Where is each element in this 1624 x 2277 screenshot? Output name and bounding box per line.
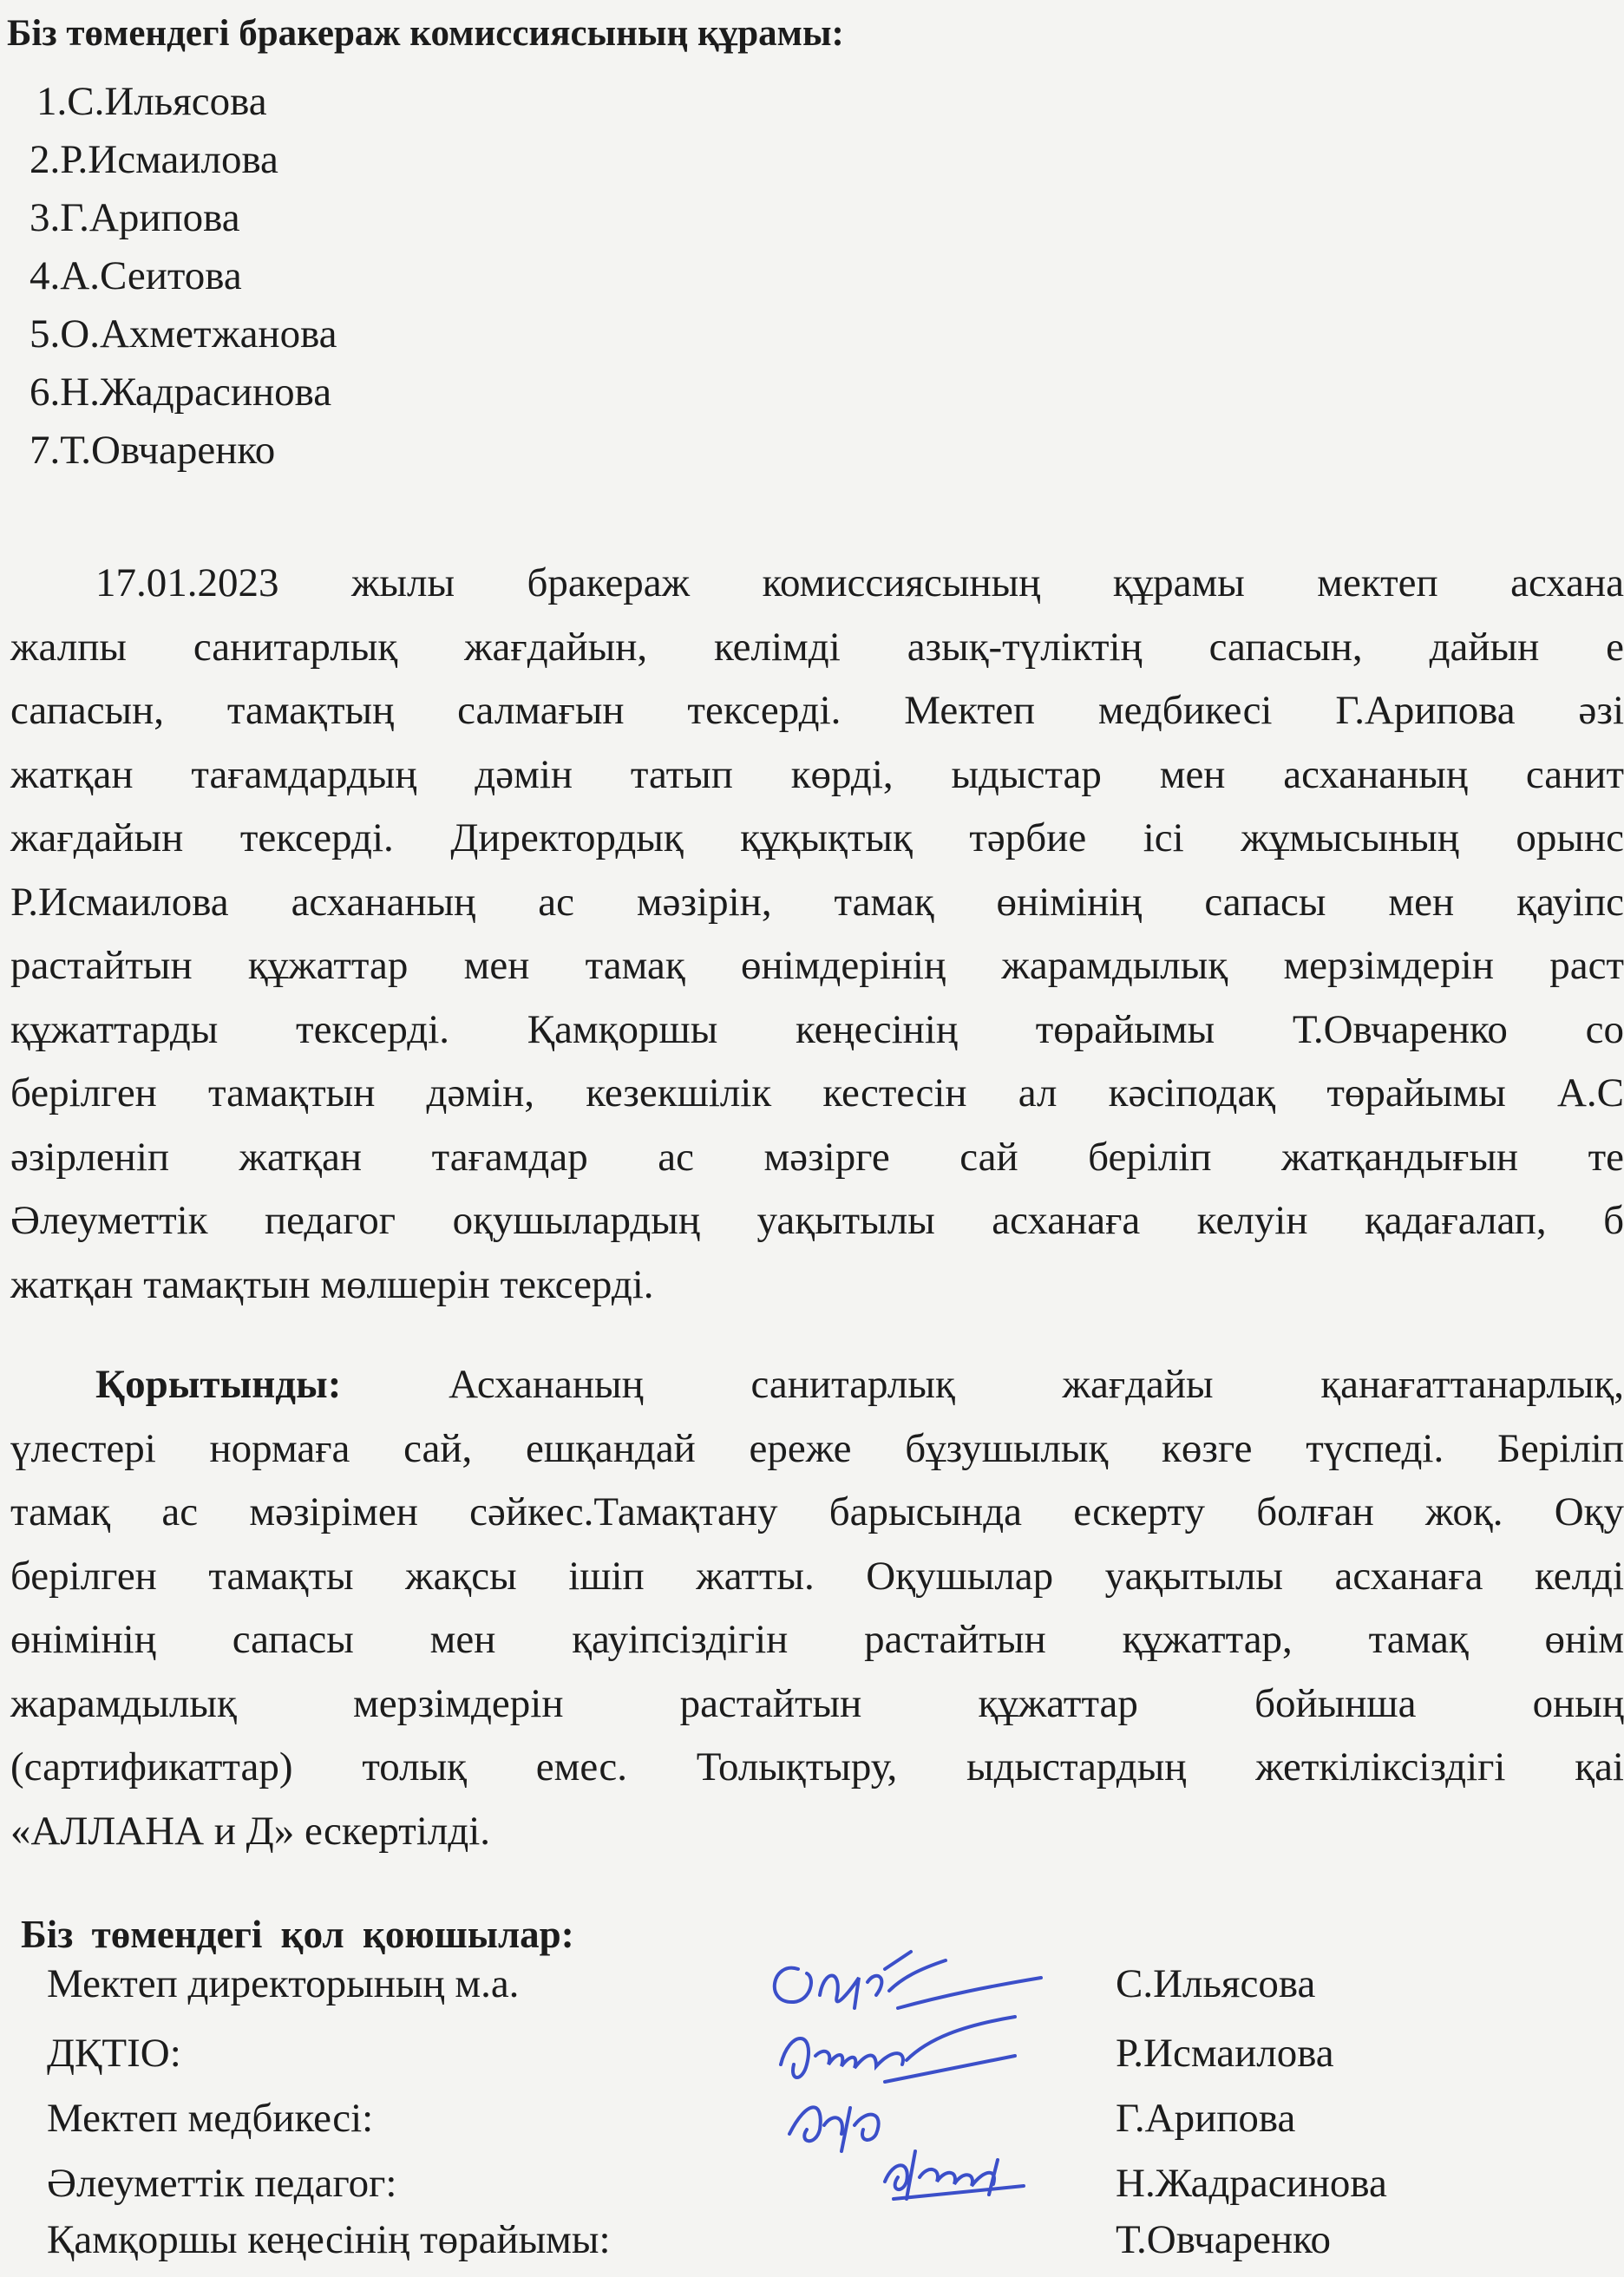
signatory-name: С.Ильясова [1116,1961,1316,2006]
paragraph-line: жарамдылық мерзімдерін растайтын құжаттар бойынша оның [10,1680,1624,1726]
paragraph-line: 17.01.2023 жылы бракераж комиссиясының құрамы мектеп асхана [95,560,1624,605]
paragraph-line: жағдайын тексерді. Директордық құқықтық тәрбие ісі жұмысының орынс [10,815,1624,860]
paragraph-line: Р.Исмаилова асхананың ас мәзірін, тамақ өнімінің сапасы мен қауіпс [10,879,1624,925]
signatures-heading: Біз төмендегі қол қоюшылар: [21,1913,574,1956]
member-item: 4.А.Сеитова [29,253,242,298]
signatory-name: Н.Жадрасинова [1116,2161,1387,2206]
member-item: 1.С.Ильясова [36,79,267,124]
conclusion-paragraph [10,1353,1624,1863]
member-item: 2.Р.Исмаилова [29,137,278,182]
paragraph-line: әзірленіп жатқан тағамдар ас мәзірге сай беріліп жатқандығын те [10,1134,1624,1180]
paragraph-line: үлестері нормаға сай, ешқандай ереже бұзушылық көзге түспеді. Беріліп [10,1425,1624,1471]
commission-member-list [29,73,337,480]
signatory-name: Т.Овчаренко [1116,2217,1332,2262]
paragraph-line [10,1353,1624,1417]
signatory-name: Р.Исмаилова [1116,2031,1334,2076]
member-item: 5.О.Ахметжанова [29,311,337,357]
conclusion-first-line-text: Асхананың санитарлық жағдайы қанағаттанарлық, [341,1362,1624,1407]
member-item: 3.Г.Арипова [29,195,240,240]
conclusion-label: Қорытынды: [95,1362,342,1407]
paragraph-line: тамақ ас мәзірімен сәйкес.Тамақтану барысында ескерту болған жоқ. Оқу [10,1489,1624,1534]
paragraph-line: жатқан тамақтын мөлшерін тексерді. [10,1261,654,1307]
paragraph-line: Әлеуметтік педагог оқушылардың уақытылы асханаға келуін қадағалап, б [10,1198,1624,1243]
signature-row [0,2216,1603,2277]
paragraph-line: жатқан тағамдардың дәмін татып көрді, ыдыстар мен асхананың санит [10,751,1624,797]
commission-heading: Біз төмендегі бракераж комиссиясының құрамы: [7,13,844,54]
inspection-paragraph [10,552,1624,1317]
signatory-role: Мектеп медбикесі: [47,2096,374,2141]
paragraph-line: құжаттарды тексерді. Қамқоршы кеңесінің төрайымы Т.Овчаренко со [10,1006,1624,1052]
paragraph-line: берілген тамақтын дәмін, кезекшілік кестесін ал кәсіподақ төрайымы А.С [10,1070,1624,1116]
signatory-role: ДҚТІО: [47,2031,181,2076]
paragraph-line: (сартификаттар) толық емес. Толықтыру, ыдыстардың жеткіліксіздігі қаі [10,1744,1624,1790]
signatory-name: Г.Арипова [1116,2096,1296,2141]
signatory-role: Мектеп директорының м.а. [47,1961,520,2006]
member-item: 7.Т.Овчаренко [29,428,276,473]
signatory-role: Әлеуметтік педагог: [47,2161,397,2206]
paragraph-line: сапасын, тамақтың салмағын тексерді. Мектеп медбикесі Г.Арипова әзі [10,688,1624,733]
handwritten-signature [868,2134,1041,2212]
paragraph-line: өнімінің сапасы мен қауіпсіздігін растайтын құжаттар, тамақ өнім [10,1617,1624,1662]
member-item: 6.Н.Жадрасинова [29,370,332,415]
paragraph-line: растайтын құжаттар мен тамақ өнімдерінің жарамдылық мерзімдерін раст [10,943,1624,988]
paragraph-line: жалпы санитарлық жағдайын, келімді азық-түліктің сапасын, дайын е [10,624,1624,670]
paragraph-line: берілген тамақты жақсы ішіп жатты. Оқушылар уақытылы асханаға келді [10,1553,1624,1599]
signatory-role: Қамқоршы кеңесінің төрайымы: [47,2217,611,2262]
signature-row [0,2160,1603,2221]
paragraph-line: «АЛЛАНА и Д» ескертілді. [10,1808,491,1854]
